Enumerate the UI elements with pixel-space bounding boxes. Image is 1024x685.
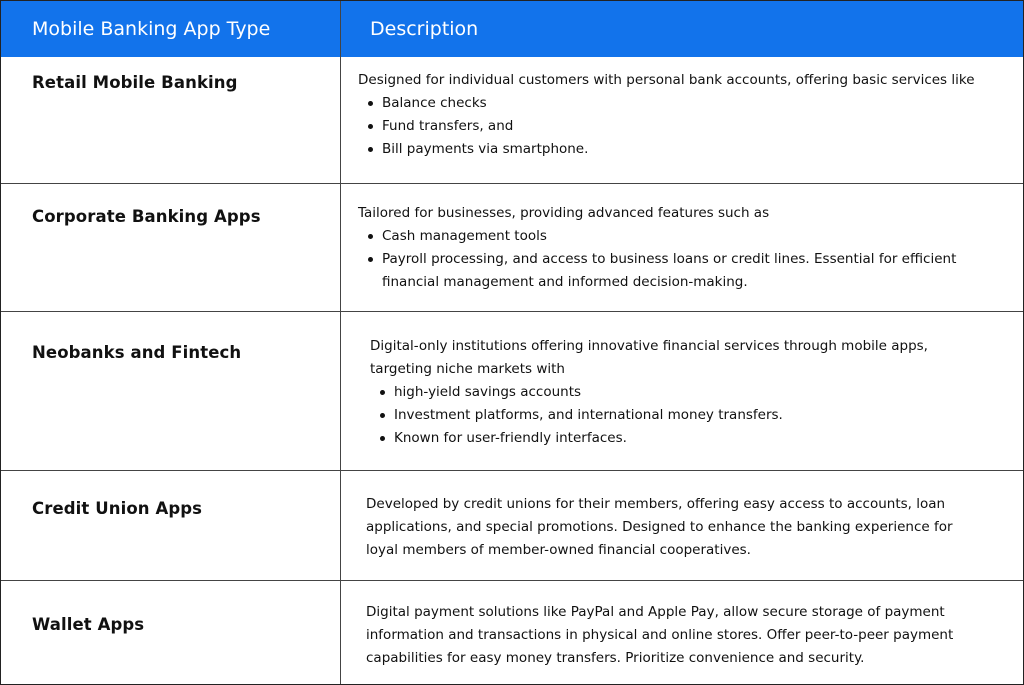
bullet-list	[358, 92, 1018, 161]
row-label-retail: Retail Mobile Banking	[32, 73, 238, 92]
bullet-list	[370, 381, 990, 450]
list-item: high-yield savings accounts	[370, 381, 990, 404]
list-item: Investment platforms, and international money transfers.	[370, 404, 990, 427]
bullet-list	[358, 225, 958, 294]
row-desc-retail	[358, 69, 1018, 161]
column-divider	[340, 1, 341, 684]
list-item: Fund transfers, and	[358, 115, 1018, 138]
row-divider	[1, 580, 1023, 581]
row-desc-neobanks	[370, 335, 990, 450]
table-header	[1, 1, 1023, 57]
row-label-corporate: Corporate Banking Apps	[32, 207, 261, 226]
list-item: Bill payments via smartphone.	[358, 138, 1018, 161]
desc-intro: Designed for individual customers with personal bank accounts, offering basic services like	[358, 72, 975, 88]
list-item: Known for user-friendly interfaces.	[370, 427, 990, 450]
list-item: Cash management tools	[358, 225, 958, 248]
row-desc-wallet: Digital payment solutions like PayPal and Apple Pay, allow secure storage of payment information and transactions in physical and online stores. Offer peer-to-peer payment capabilities for easy money transfers. Prioritize convenience and security.	[366, 604, 954, 666]
row-label-neobanks: Neobanks and Fintech	[32, 343, 242, 362]
header-description: Description	[370, 18, 479, 40]
row-desc-credit-union: Developed by credit unions for their members, offering easy access to accounts, loan applications, and special promotions. Designed to enhance the banking experience for loyal members of member-owned financial cooperatives.	[366, 496, 953, 558]
list-item: Payroll processing, and access to business loans or credit lines. Essential for efficient financial management and informed decision-making.	[358, 248, 958, 294]
row-divider	[1, 183, 1023, 184]
desc-intro: Digital-only institutions offering innovative financial services through mobile apps, targeting niche markets with	[370, 338, 928, 377]
list-item: Balance checks	[358, 92, 1018, 115]
row-divider	[1, 470, 1023, 471]
row-divider	[1, 311, 1023, 312]
row-label-credit-union: Credit Union Apps	[32, 499, 203, 518]
desc-intro: Tailored for businesses, providing advanced features such as	[358, 205, 770, 221]
row-desc-corporate	[358, 202, 958, 294]
row-label-wallet: Wallet Apps	[32, 615, 145, 634]
header-app-type: Mobile Banking App Type	[32, 18, 271, 40]
